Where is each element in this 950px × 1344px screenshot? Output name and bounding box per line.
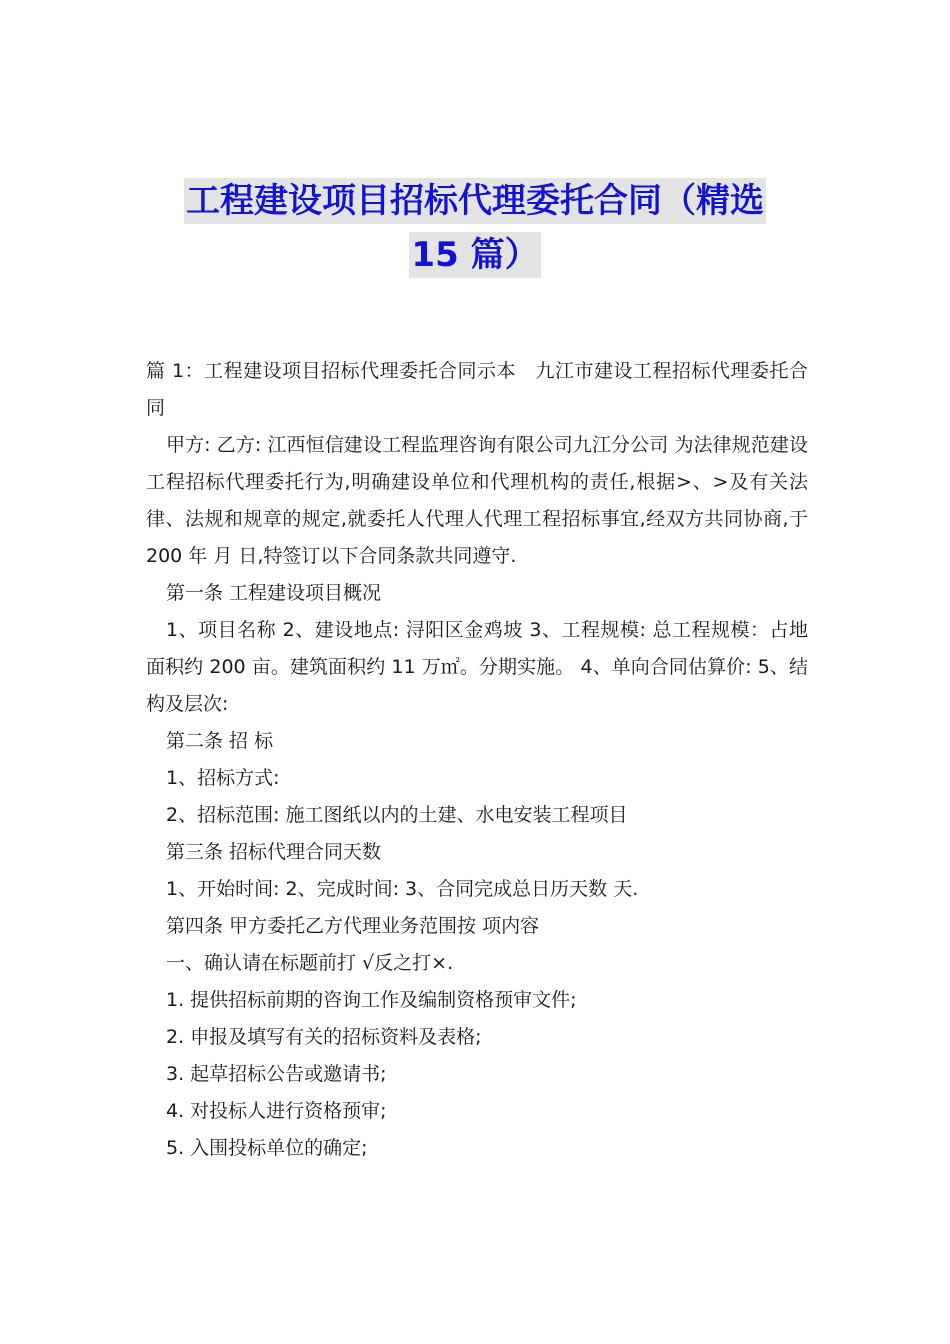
article-2-item-1: 1、招标方式: — [166, 767, 280, 789]
article-3-heading: 第三条 招标代理合同天数 — [166, 841, 382, 863]
article-3-content: 1、开始时间: 2、完成时间: 3、合同完成总日历天数 天. — [166, 878, 639, 900]
article-4-instruction: 一、确认请在标题前打 √反之打×. — [166, 952, 454, 974]
article-4-item-1: 1. 提供招标前期的咨询工作及编制资格预审文件; — [166, 989, 577, 1011]
title-line-1: 工程建设项目招标代理委托合同（精选 — [184, 178, 766, 224]
article-4-item-2: 2. 申报及填写有关的招标资料及表格; — [166, 1026, 482, 1048]
document-title — [120, 178, 830, 278]
article-4-item-3: 3. 起草招标公告或邀请书; — [166, 1063, 387, 1085]
document-body — [146, 353, 808, 1167]
article-2-item-2: 2、招标范围: 施工图纸以内的土建、水电安装工程项目 — [166, 804, 628, 826]
article-4-item-5: 5. 入围投标单位的确定; — [166, 1137, 368, 1159]
article-4-item-4: 4. 对投标人进行资格预审; — [166, 1100, 387, 1122]
title-line-2: 15 篇） — [409, 232, 540, 278]
paragraph-parties: 甲方: 乙方: 江西恒信建设工程监理咨询有限公司九江分公司 为法律规范建设工程招标代理委托行为,明确建设单位和代理机构的责任,根据>、>及有关法律、法规和规章的规定,就委托人代理人代理工程招标事宜,经双方共同协商,于 200 年 月 日,特签订以下合同条款共同遵守. — [146, 434, 808, 567]
article-2-heading: 第二条 招 标 — [166, 730, 274, 752]
paragraph-intro: 篇 1：工程建设项目招标代理委托合同示本 九江市建设工程招标代理委托合同 — [146, 360, 808, 419]
article-1-content: 1、项目名称 2、建设地点: 浔阳区金鸡坡 3、工程规模: 总工程规模：占地面积约 200 亩。建筑面积约 11 万㎡。分期实施。 4、单向合同估算价: 5、结构及层次: — [146, 619, 808, 715]
article-4-heading: 第四条 甲方委托乙方代理业务范围按 项内容 — [166, 915, 540, 937]
article-1-heading: 第一条 工程建设项目概况 — [166, 582, 382, 604]
